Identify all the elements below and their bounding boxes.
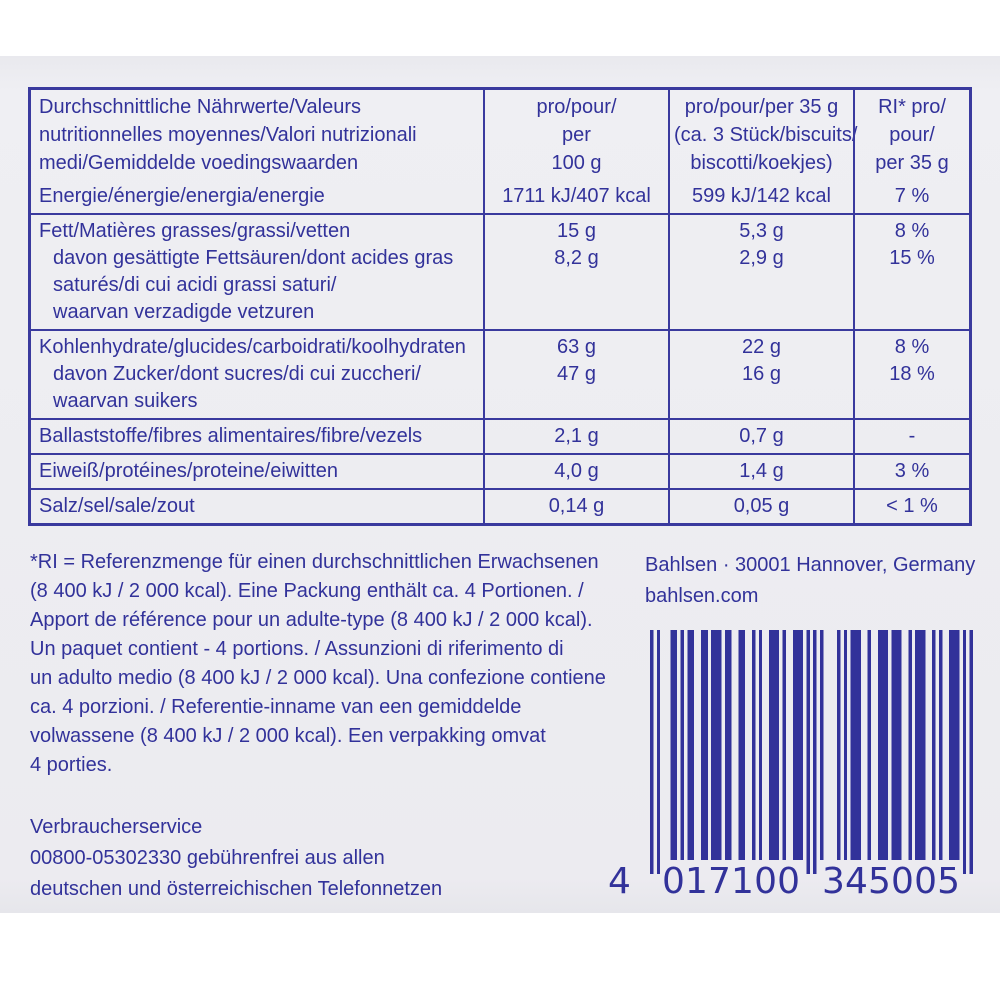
nutrient-label-line: waarvan verzadigde vetzuren [53,301,315,323]
nutrient-value: 8 % [894,336,930,358]
ri-cell [853,331,969,418]
nutrient-row [31,180,969,213]
barcode-digit: 3 [822,861,845,902]
consumer-service-info [30,812,442,905]
barcode-bar [891,630,901,860]
nutrient-value: 5,3 g [739,220,784,242]
nutrient-value: 0,05 g [733,495,790,517]
nutrient-value: 47 g [557,363,596,385]
nutrient-value: 63 g [557,336,596,358]
nutrient-value: 18 % [889,363,935,385]
barcode-bar [738,630,745,860]
header-nutrients-cell [31,90,483,180]
barcode-digits-left [662,862,800,902]
ri-cell [853,215,969,329]
nutrient-label-line: Eiweiß/protéines/proteine/eiwitten [39,460,339,482]
barcode-digit-first: 4 [608,861,631,902]
per-35g-cell [668,455,853,488]
barcode-bar [813,630,816,874]
barcode-bar [820,630,823,860]
ri-cell [853,455,969,488]
barcode-bar [793,630,803,860]
nutrient-value: 0,14 g [548,495,605,517]
nutrient-label-line: Energie/énergie/energia/energie [39,185,325,207]
ri-footnote [30,548,606,780]
barcode-bar [908,630,911,860]
footnote-line: 4 porties. [30,754,113,776]
barcode-digit: 4 [845,861,868,902]
nutrient-row [31,213,969,329]
header-line: per 35 g [875,152,949,174]
barcode-bar [769,630,779,860]
packaging-surface [0,56,1000,913]
nutrient-value: 15 % [889,247,935,269]
barcode-digit: 1 [685,861,708,902]
ri-cell [853,420,969,453]
per-100g-cell [483,215,668,329]
header-line: medi/Gemiddelde voedingswaarden [39,152,359,174]
footnote-line: volwassene (8 400 kJ / 2 000 kcal). Een verpakking omvat [30,725,546,747]
header-line: (ca. 3 Stück/biscuits/ [674,124,858,146]
per-35g-cell [668,331,853,418]
footnote-line: Un paquet contient - 4 portions. / Assunzioni di riferimento di [30,638,564,660]
barcode-digit: 0 [891,861,914,902]
barcode-bar [844,630,847,860]
footnote-line: Apport de référence pour un adulte-type (8 400 kJ / 2 000 kcal). [30,609,593,631]
nutrient-value: 1,4 g [739,460,784,482]
ri-cell [853,490,969,523]
barcode-digit: 7 [708,861,731,902]
barcode-bar [711,630,721,860]
nutrient-value: 7 % [894,185,930,207]
nutrient-value: < 1 % [886,495,938,517]
nutrient-value: 599 kJ/142 kcal [692,185,831,207]
nutrient-label-line: waarvan suikers [53,390,198,412]
footnote-line: *RI = Referenzmenge für einen durchschnittlichen Erwachsenen [30,551,599,573]
nutrient-label-line: Kohlenhydrate/glucides/carboidrati/koolhydraten [39,336,466,358]
barcode-bar [725,630,732,860]
per-100g-cell [483,331,668,418]
per-35g-cell [668,490,853,523]
barcode-bar [670,630,677,860]
barcode-digit: 0 [914,861,937,902]
footnote-line: un adulto medio (8 400 kJ / 2 000 kcal). Una confezione contiene [30,667,606,689]
barcode-bar [970,630,973,874]
barcode-bar [783,630,786,860]
barcode-bar [759,630,762,860]
nutrient-label-line: Ballaststoffe/fibres alimentaires/fibre/vezels [39,425,423,447]
nutrient-label-cell [31,455,483,488]
nutrient-row [31,329,969,418]
per-100g-cell [483,490,668,523]
nutrient-row [31,418,969,453]
nutrient-value: 2,1 g [554,425,599,447]
consumer-service-line: deutschen und österreichischen Telefonnetzen [30,878,443,900]
nutrient-value: 2,9 g [739,247,784,269]
nutrient-label-cell [31,331,483,418]
barcode-bar [851,630,861,860]
manufacturer-line: Bahlsen · 30001 Hannover, Germany [645,554,976,576]
nutrient-value: - [908,425,916,447]
per-35g-cell [668,180,853,213]
header-per-100g-cell [483,90,668,180]
barcode-digit: 1 [731,861,754,902]
per-100g-cell [483,180,668,213]
header-line: per [562,124,591,146]
footnote-line: (8 400 kJ / 2 000 kcal). Eine Packung enthält ca. 4 Portionen. / [30,580,584,602]
barcode-bar [915,630,925,860]
barcode-bar [932,630,935,860]
barcode-digit: 0 [662,861,685,902]
nutrient-value: 1711 kJ/407 kcal [502,185,651,207]
header-line: 100 g [551,152,602,174]
nutrient-value: 0,7 g [739,425,784,447]
barcode-bar [687,630,694,860]
barcode-digit: 0 [777,861,800,902]
barcode-bar [939,630,942,860]
barcode-digit: 5 [937,861,960,902]
barcode-bar [963,630,966,874]
nutrient-label-cell [31,420,483,453]
barcode-bar [837,630,840,860]
nutrient-value: 22 g [742,336,781,358]
nutrient-label-line: davon Zucker/dont sucres/di cui zuccheri/ [53,363,421,385]
per-100g-cell [483,420,668,453]
nutrient-value: 8 % [894,220,930,242]
barcode-bar [752,630,755,860]
nutrient-label-line: Fett/Matières grasses/grassi/vetten [39,220,351,242]
barcode-bar [650,630,653,874]
barcode-bar [868,630,871,860]
header-ri-cell [853,90,969,180]
consumer-service-line: Verbraucherservice [30,816,203,838]
barcode-digit: 5 [868,861,891,902]
nutrient-value: 4,0 g [554,460,599,482]
barcode-bar [806,630,809,874]
header-line: Durchschnittliche Nährwerte/Valeurs [39,96,361,118]
barcode-digit: 0 [754,861,777,902]
header-line: RI* pro/ [878,96,946,118]
nutrient-value: 16 g [742,363,781,385]
barcode-bar [657,630,660,874]
nutrient-value: 3 % [894,460,930,482]
consumer-service-line: 00800-05302330 gebührenfrei aus allen [30,847,385,869]
header-per-35g-cell [668,90,858,180]
header-line: pro/pour/per 35 g [684,96,839,118]
barcode-bar [878,630,888,860]
header-line: nutritionnelles moyennes/Valori nutrizionali [39,124,417,146]
barcode-bar [701,630,708,860]
nutrient-value: 8,2 g [554,247,599,269]
nutrient-label-line: davon gesättigte Fettsäuren/dont acides gras [53,247,454,269]
nutrient-label-line: Salz/sel/sale/zout [39,495,195,517]
per-35g-cell [668,420,853,453]
nutrient-label-cell [31,215,483,329]
footnote-line: ca. 4 porzioni. / Referentie-inname van een gemiddelde [30,696,522,718]
website-text: bahlsen.com [645,585,759,607]
nutrient-label-line: saturés/di cui acidi grassi saturi/ [53,274,337,296]
header-line: pour/ [889,124,935,146]
manufacturer-address [645,550,975,612]
nutrient-value: 15 g [557,220,596,242]
barcode-bar [949,630,959,860]
ri-cell [853,180,969,213]
nutrient-rows [31,180,969,523]
nutrient-label-cell [31,490,483,523]
header-line: biscotti/koekjes) [690,152,833,174]
barcode-bars [650,630,973,874]
table-header-row [31,90,969,180]
nutrition-table [28,87,972,526]
per-100g-cell [483,455,668,488]
barcode-bar [681,630,684,860]
nutrient-label-cell [31,180,483,213]
barcode [608,630,973,902]
nutrient-row [31,488,969,523]
header-line: pro/pour/ [536,96,617,118]
barcode-digits-right [822,862,960,902]
per-35g-cell [668,215,853,329]
nutrient-row [31,453,969,488]
